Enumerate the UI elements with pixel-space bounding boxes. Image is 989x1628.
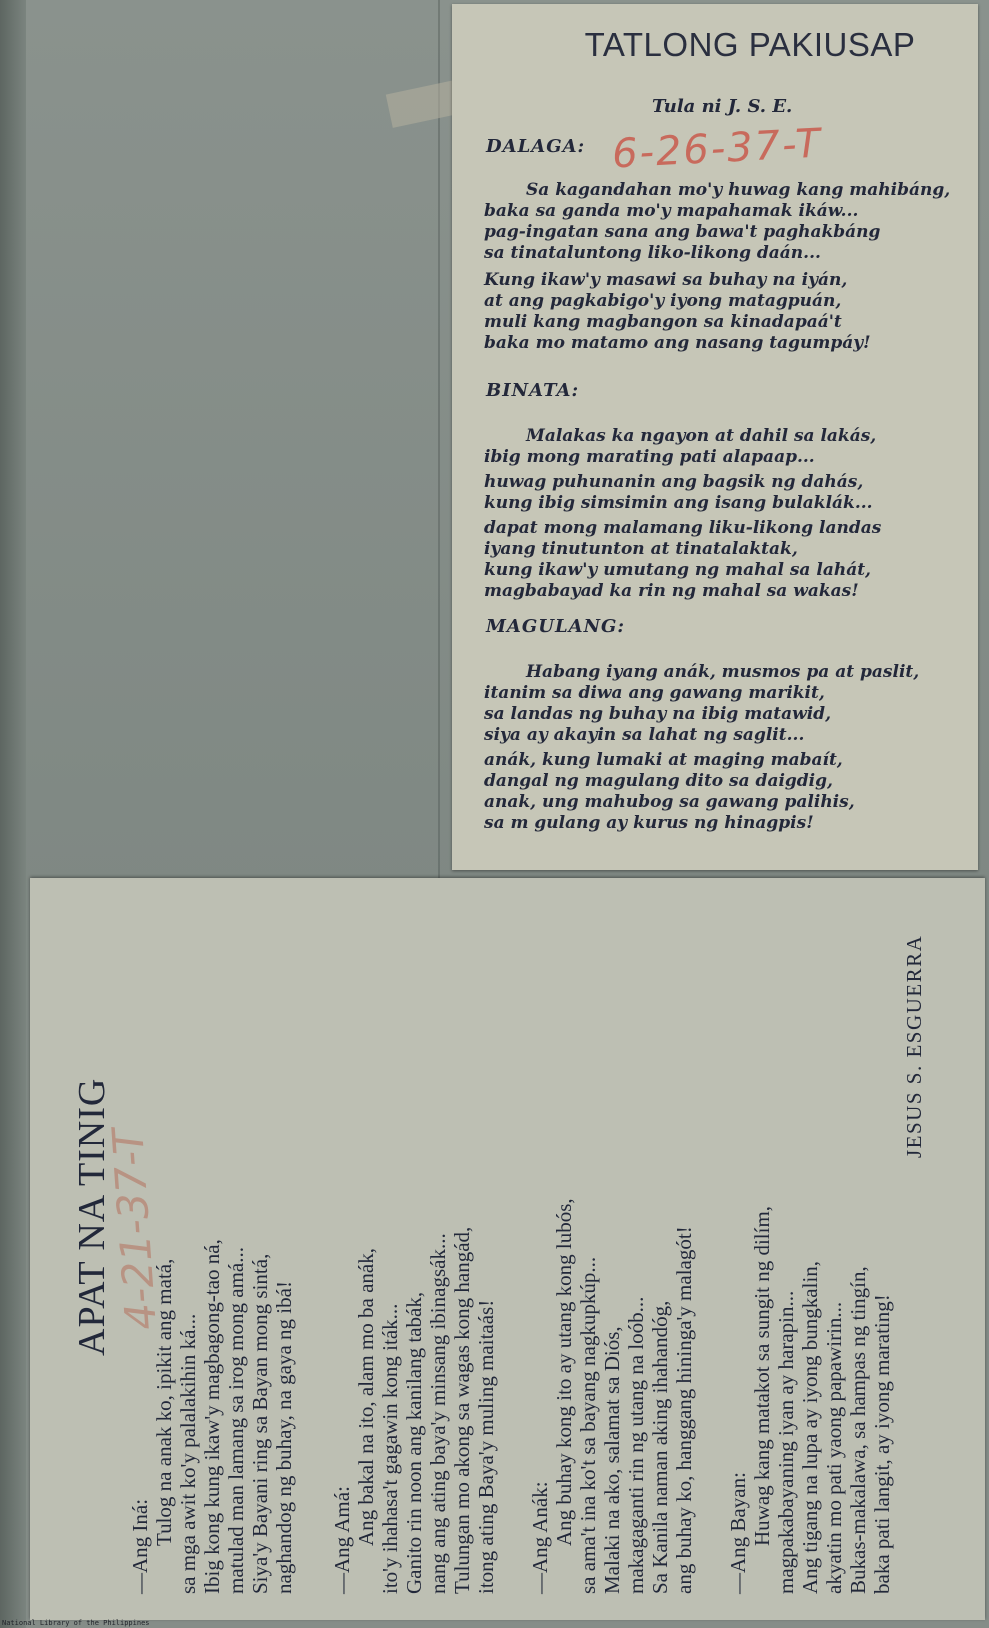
poem-line: Sa Kanila naman aking ihahandóg,	[648, 1300, 672, 1594]
poem-line: nang ang ating baya'y minsang ibinagsák...	[426, 1233, 450, 1594]
rotated-content	[30, 878, 985, 1620]
poem-line: sa m gulang ay kurus ng hinagpis!	[484, 813, 814, 833]
poem-line: itanim sa diwa ang gawang marikit,	[484, 683, 825, 703]
poem-line: matulad man lamang sa irog mong amá...	[224, 1247, 248, 1594]
poem-line: Ang bakal na ito, alam mo ba anák,	[354, 1248, 378, 1546]
poem-line: akyatin mo pati yaong papawirin...	[822, 1301, 846, 1594]
voice-label-ina: —Ang Iná:	[128, 1498, 152, 1594]
poem-line: muli kang magbangon sa kinadapaá't	[484, 312, 842, 332]
poem-line: sa mga awit ko'y palalakihin ká...	[176, 1313, 200, 1594]
poem-title: APAT NA TINIG	[71, 1077, 113, 1356]
poem-line: ito'y ihahasa't gagawin kong iták...	[378, 1303, 402, 1594]
poem-line: magpakabayaning iyan ay harapin...	[774, 1290, 798, 1594]
voice-label-anak: —Ang Anák:	[528, 1481, 552, 1594]
voice-label-bayan: —Ang Bayan:	[726, 1472, 750, 1594]
poem-line: ang buhay ko, hanggang hininga'y malagót!	[672, 1226, 696, 1594]
stanza-binata	[484, 426, 964, 602]
poem-title: TATLONG PAKIUSAP	[584, 26, 916, 63]
poem-line: sa ama't ina ko't sa bayang nagkupkúp...	[576, 1256, 600, 1594]
voice-bayan	[750, 1206, 894, 1594]
voice-ama	[354, 1227, 498, 1594]
poem-line: magbabayad ka rin ng mahal sa wakas!	[484, 581, 859, 601]
poem-line: sa landas ng buhay na ibig matawid,	[484, 704, 831, 724]
clipping-tatlong-pakiusap	[452, 4, 978, 870]
poem-line: Ang tigang na lupa ay iyong bungkalin,	[798, 1260, 822, 1594]
poem-line: Sa kagandahan mo'y huwag kang mahibáng,	[526, 180, 951, 200]
poem-line: kung ikaw'y umutang ng mahal sa lahát,	[484, 560, 871, 580]
poem-line: ibig mong marating pati alapaap...	[484, 447, 815, 467]
poem-line: Ganito rin noon ang kanilang tabák,	[402, 1291, 426, 1594]
poem-line: baka pati langit, ay iyong marating!	[870, 1294, 894, 1594]
stanza-label-binata: BINATA:	[486, 380, 580, 401]
poem-author: JESUS S. ESGUERRA	[902, 934, 926, 1158]
page-fold	[438, 0, 440, 880]
poem-line: itong ating Baya'y muling maitaás!	[474, 1299, 498, 1594]
poem-line: Tulog na anak ko, ipikit ang matá,	[152, 1258, 176, 1546]
poem-line: makagaganti rin ng utang na loób...	[624, 1296, 648, 1594]
stanza-dalaga	[484, 180, 964, 354]
poem-line: siya ay akayin sa lahat ng saglit...	[484, 725, 805, 745]
stanza-label-magulang: MAGULANG:	[486, 616, 626, 637]
poem-line: pag-ingatan sana ang bawa't paghakbáng	[484, 222, 881, 242]
poem-line: Malaki na ako, salamat sa Diós,	[600, 1326, 624, 1594]
poem-line: Tulungan mo akong sa wagas kong hangád,	[450, 1226, 474, 1594]
voice-ina	[152, 1239, 296, 1594]
stanza-magulang	[484, 662, 964, 834]
page-binding-edge	[0, 0, 26, 1628]
poem-line: Malakas ka ngayon at dahil sa lakás,	[526, 426, 877, 446]
poem-line: dangal ng magulang dito sa daigdig,	[484, 771, 833, 791]
stanza-label-dalaga: DALAGA:	[486, 136, 586, 157]
handwritten-date: 6-26-37-T	[610, 120, 824, 178]
poem-line: at ang pagkabigo'y iyong matagpuán,	[484, 291, 842, 311]
poem-line: dapat mong malamang liku-likong landas	[484, 518, 882, 538]
poem-line: kung ibig simsimin ang isang bulaklák...	[484, 493, 873, 513]
poem-line: Habang iyang anák, musmos pa at paslit,	[526, 662, 920, 682]
poem-line: Ibig kong kung ikaw'y magbagong-tao ná,	[200, 1239, 224, 1594]
archive-credit: National Library of the Philippines	[2, 1619, 150, 1627]
poem-line: baka sa ganda mo'y mapahamak ikáw...	[484, 201, 859, 221]
poem-line: Bukas-makalawa, sa hampas ng tingín,	[846, 1266, 870, 1594]
voice-label-ama: —Ang Amá:	[330, 1486, 354, 1594]
poem-line: Huwag kang matakot sa sungit ng dilím,	[750, 1205, 774, 1546]
poem-line: sa tinataluntong liko-likong daán...	[484, 243, 821, 263]
poem-line: Ang buhay kong ito ay utang kong lubós,	[552, 1198, 576, 1546]
poem-line: Siya'y Bayani ring sa Bayan mong sintá,	[248, 1253, 272, 1594]
poem-line: huwag puhunanin ang bagsik ng dahás,	[484, 472, 864, 492]
voice-anak	[552, 1198, 696, 1594]
poem-byline: Tula ni J. S. E.	[652, 96, 793, 117]
poem-line: anak, ung mahubog sa gawang palihis,	[484, 792, 855, 812]
clipping-apat-na-tinig	[30, 878, 985, 1620]
poem-line: naghandog ng buhay, na gaya ng ibá!	[272, 1281, 296, 1594]
handwritten-date: 4-21-37-T	[103, 1126, 166, 1332]
poem-line: Kung ikaw'y masawi sa buhay na iyán,	[484, 270, 848, 290]
poem-line: anák, kung lumaki at maging mabaít,	[484, 750, 843, 770]
poem-line: iyang tinutunton at tinatalaktak,	[484, 539, 798, 559]
poem-line: baka mo matamo ang nasang tagumpáy!	[484, 333, 871, 353]
